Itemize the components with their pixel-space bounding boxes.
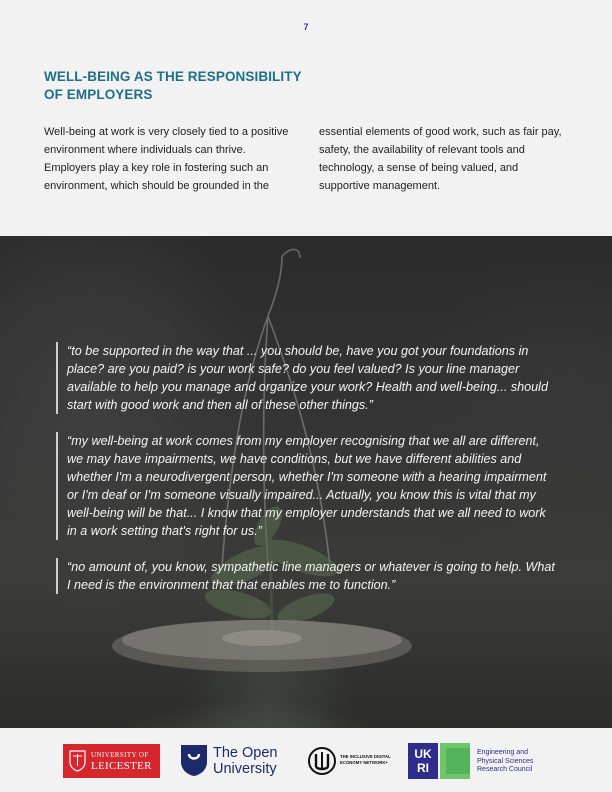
epsrc-line2: Physical Sciences <box>477 757 534 765</box>
background-photo <box>0 236 612 728</box>
intro-paragraph: Well-being at work is very closely tied to a positive environment where individuals can thrive. Employers play a key role in fostering such an environment, which should be grounded in the essential elements of good work, such as fair pay, safety, the availability of relevant tools and technology, a sense of being valued, and supportive management. <box>44 126 562 192</box>
inclusive-network-mark-icon <box>307 746 337 776</box>
section-heading: WELL-BEING AS THE RESPONSIBILITY OF EMPLOYERS <box>44 69 302 102</box>
page-number: 7 <box>303 22 309 32</box>
epsrc-logo-text <box>477 749 567 775</box>
footer-logos <box>0 728 612 792</box>
ukri-line1: UK <box>414 747 432 761</box>
open-university-shield-icon <box>180 744 208 777</box>
open-university-logo <box>180 742 288 780</box>
quote-3: “no amount of, you know, sympathetic line managers or whatever is going to help. What I need is the environment that that enables me to function.” <box>56 558 556 594</box>
leicester-line1: UNIVERSITY OF <box>91 751 149 759</box>
quote-1: “to be supported in the way that ... you should be, have you got your foundations in place? are you paid? is your work safe? do you feel valued? Is your line manager available to help you manage and organize your work? Health and well-being... should start with good work and then all of these other things.” <box>56 342 556 414</box>
ukri-blue-block <box>408 743 438 779</box>
inclusive-network-text: THE INCLUSIVE DIGITAL ECONOMY NETWORK+ <box>340 754 391 765</box>
quotes-section <box>56 342 556 612</box>
quote-2: “my well-being at work comes from my employer recognising that we all are different, we may have impairments, we have conditions, but we have different abilities and whether I'm a neurodivergent person, whether I'm someone with a hearing impairment or I'm deaf or I'm someone visually impaired... Actually, you know this is vital that my well-being will be that... I know that my employer understands that we all need to work in a work setting that's right for us.” <box>56 432 556 540</box>
open-university-line2: University <box>213 761 277 777</box>
epsrc-line3: Research Council <box>477 766 533 773</box>
university-of-leicester-logo <box>63 744 160 778</box>
leicester-crest-icon <box>69 750 86 772</box>
epsrc-line1: Engineering and <box>477 749 528 756</box>
open-university-line1: The Open <box>213 745 278 761</box>
ukri-logo <box>408 743 470 779</box>
ukri-green-inner-block <box>446 748 470 774</box>
ukri-line2: RI <box>417 761 429 775</box>
inclusive-network-logo <box>307 746 393 778</box>
leicester-line2: LEICESTER <box>91 760 152 772</box>
